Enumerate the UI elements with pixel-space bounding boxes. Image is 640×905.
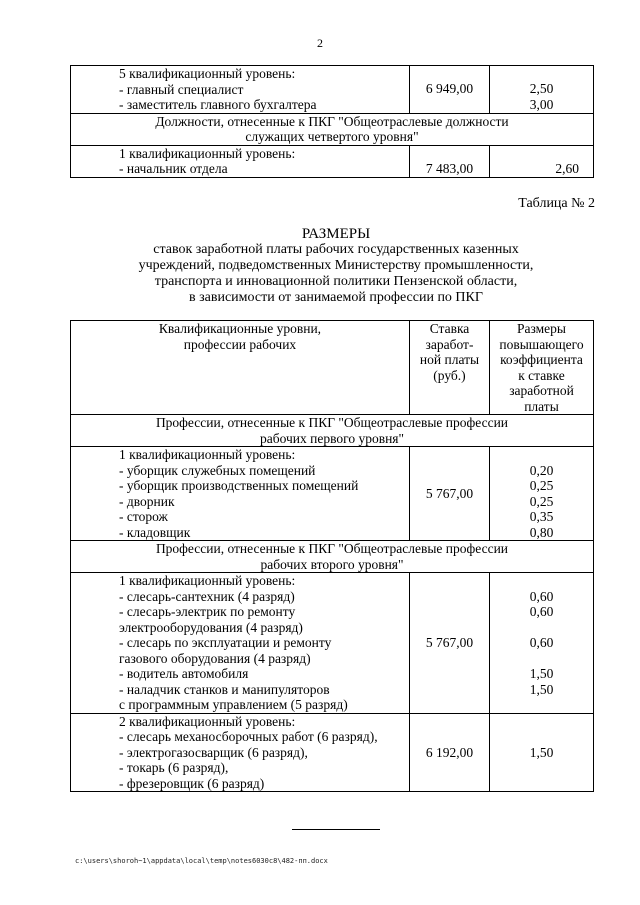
table-cell-coef: [490, 145, 594, 177]
salary-rate: 5 767,00: [425, 635, 474, 650]
coefficient: 1,50: [529, 744, 554, 760]
table-cell-coef: [490, 447, 594, 541]
salary-rate: 7 483,00: [425, 160, 474, 176]
header-line: (руб.): [433, 367, 466, 383]
header-line: платы: [524, 398, 559, 414]
profession-name: газового оборудования (4 разряд): [119, 650, 311, 666]
header-qualification: [71, 321, 410, 415]
profession-name: - дворник: [119, 493, 175, 509]
table-cell-coef: [490, 713, 594, 792]
section-header-line: Профессии, отнесенные к ПКГ "Общеотраслевые профессии: [155, 415, 509, 430]
table-row: [71, 66, 594, 114]
title-line: транспорта и инновационной политики Пензенской области,: [154, 274, 518, 289]
section-header-line: Должности, отнесенные к ПКГ "Общеотраслевые должности: [155, 113, 509, 129]
qualification-level: 1 квалификационный уровень:: [119, 145, 296, 161]
profession-name: - электрогазосварщик (6 разряд),: [119, 744, 308, 760]
section-header: [71, 415, 594, 447]
coefficient: 0,60: [529, 588, 554, 604]
header-line: Размеры: [517, 321, 566, 336]
table-1: [70, 65, 594, 178]
coefficient: 1,50: [529, 666, 554, 681]
table-cell-positions: [71, 66, 410, 114]
header-rate: [410, 321, 490, 415]
table-row-section: [71, 113, 594, 145]
header-line: повышающего: [499, 336, 584, 352]
position-name: - заместитель главного бухгалтера: [119, 97, 317, 112]
table-row: [71, 145, 594, 177]
salary-rate: 5 767,00: [425, 485, 474, 501]
header-line: Квалификационные уровни,: [158, 321, 322, 336]
header-coefficient: [490, 321, 594, 415]
position-name: - начальник отдела: [119, 161, 228, 176]
coefficient: 2,50: [529, 81, 554, 96]
coefficient-blank: [490, 697, 593, 713]
section-header-line: рабочих первого уровня": [259, 430, 405, 446]
coefficient: [490, 573, 593, 589]
table-title: [0, 226, 640, 306]
coefficient: 3,00: [529, 96, 554, 112]
profession-name: - слесарь по эксплуатации и ремонту: [119, 635, 332, 650]
header-line: к ставке: [518, 367, 565, 383]
table-row: [71, 573, 594, 714]
title-main: РАЗМЕРЫ: [301, 226, 371, 242]
coefficient: 0,20: [529, 462, 554, 478]
section-header-line: рабочих второго уровня": [260, 556, 404, 572]
coefficient-blank: [490, 651, 593, 667]
profession-name: электрооборудования (4 разряд): [119, 619, 303, 635]
header-line: ной платы: [419, 352, 480, 367]
table-cell-rate: [410, 573, 490, 714]
section-header: [71, 113, 594, 145]
page-number: 2: [317, 36, 323, 50]
coefficient: 0,35: [529, 509, 554, 524]
qualification-level: 1 квалификационный уровень:: [119, 447, 296, 462]
section-header-line: служащих четвертого уровня": [245, 129, 419, 144]
profession-name: - кладовщик: [119, 524, 191, 540]
table-cell-positions: [71, 573, 410, 714]
table-cell-positions: [71, 447, 410, 541]
coefficient: 1,50: [529, 681, 554, 697]
table-cell-coef: [490, 66, 594, 114]
title-line: учреждений, подведомственных Министерству промышленности,: [138, 258, 534, 273]
table-row-section: [71, 415, 594, 447]
profession-name: - сторож: [119, 509, 168, 524]
coefficient: 0,60: [529, 635, 554, 650]
table-cell-positions: [71, 145, 410, 177]
end-divider: [292, 829, 380, 830]
table-header-row: [71, 321, 594, 415]
table-cell-rate: [410, 66, 490, 114]
coefficient: 0,25: [529, 493, 554, 509]
profession-name: - токарь (6 разряд),: [119, 760, 229, 775]
title-line: ставок заработной платы рабочих государственных казенных: [153, 242, 519, 257]
profession-name: - слесарь механосборочных работ (6 разряд),: [119, 729, 378, 744]
table-cell-rate: [410, 713, 490, 792]
table-2: [70, 320, 594, 792]
header-line: заработной: [509, 383, 574, 398]
coefficient: 0,80: [529, 524, 554, 540]
table-label: Таблица № 2: [518, 196, 595, 211]
coefficient: 0,60: [529, 604, 554, 619]
profession-name: - уборщик служебных помещений: [119, 462, 316, 478]
header-line: коэффициента: [500, 352, 583, 367]
position-name: - главный специалист: [119, 81, 244, 97]
footer-file-path: c:\users\shoroh~1\appdata\local\temp\notes6030c8\482-пп.docx: [75, 857, 328, 865]
coefficient: 2,60: [555, 160, 579, 176]
profession-name: - слесарь-электрик по ремонту: [119, 604, 296, 619]
table-row: [71, 713, 594, 792]
section-header: [71, 541, 594, 573]
qualification-level: 5 квалификационный уровень:: [119, 66, 296, 81]
salary-rate: 6 949,00: [425, 81, 474, 96]
section-header-line: Профессии, отнесенные к ПКГ "Общеотраслевые профессии: [155, 541, 509, 556]
header-line: профессии рабочих: [183, 336, 297, 352]
title-line: в зависимости от занимаемой профессии по ПКГ: [189, 290, 483, 305]
table-cell-rate: [410, 447, 490, 541]
coefficient-blank: [490, 620, 593, 636]
profession-name: - фрезеровщик (6 разряд): [119, 775, 265, 791]
header-line: Ставка: [429, 321, 470, 336]
table-cell-rate: [410, 145, 490, 177]
profession-name: - уборщик производственных помещений: [119, 478, 359, 493]
table-row-section: [71, 541, 594, 573]
table-cell-positions: [71, 713, 410, 792]
profession-name: - наладчик станков и манипуляторов: [119, 681, 330, 697]
table-row: [71, 447, 594, 541]
profession-name: - слесарь-сантехник (4 разряд): [119, 588, 295, 604]
qualification-level: 2 квалификационный уровень:: [119, 713, 296, 729]
salary-rate: 6 192,00: [425, 744, 474, 760]
coefficient: 0,25: [529, 478, 554, 493]
table-cell-coef: [490, 573, 594, 714]
profession-name: - водитель автомобиля: [119, 666, 249, 681]
coefficient: [490, 447, 593, 463]
qualification-level: 1 квалификационный уровень:: [119, 573, 296, 588]
header-line: заработ-: [425, 336, 474, 352]
profession-name: с программным управлением (5 разряд): [119, 697, 348, 712]
